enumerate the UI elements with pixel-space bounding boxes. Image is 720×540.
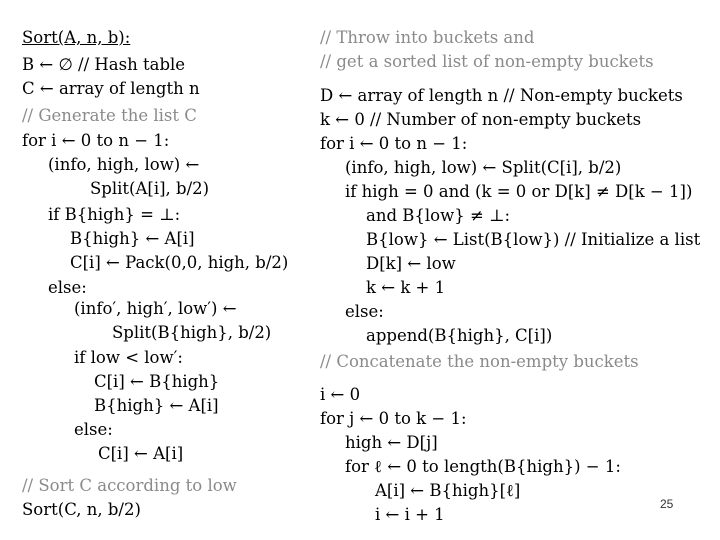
split-call: Split(A[i], b/2): [90, 179, 210, 198]
sort-signature: Sort(A, n, b):: [22, 28, 131, 47]
split-assign: (info, high, low) ←: [48, 155, 200, 174]
bucket-assign: B{high} ← A[i]: [70, 229, 195, 248]
append-call: append(B{high}, C[i]): [366, 326, 553, 345]
c-assign-a: C[i] ← A[i]: [98, 444, 184, 463]
if-high-zero: if high = 0 and (k = 0 or D[k] ≠ D[k − 1]): [345, 182, 693, 201]
i-init: i ← 0: [320, 385, 361, 404]
a-assign: A[i] ← B{high}[ℓ]: [375, 481, 521, 500]
slide-number: 25: [660, 497, 674, 511]
comment-throw-buckets: // Throw into buckets and: [320, 28, 535, 47]
high-assign: high ← D[j]: [345, 433, 438, 452]
for-loop-header: for i ← 0 to n − 1:: [22, 131, 170, 150]
i-increment: i ← i + 1: [375, 505, 445, 524]
else-1: else:: [48, 278, 87, 297]
comment-concatenate: // Concatenate the non-empty buckets: [320, 352, 639, 371]
comment-sort-c: // Sort C according to low: [22, 476, 237, 495]
bucket-assign-a: B{high} ← A[i]: [94, 396, 219, 415]
for-ell-loop: for ℓ ← 0 to length(B{high}) − 1:: [345, 457, 621, 476]
split-prime-call: Split(B{high}, b/2): [112, 323, 272, 342]
c-assign-bucket: C[i] ← B{high}: [94, 372, 220, 391]
comment-generate-list: // Generate the list C: [22, 106, 197, 125]
else-2: else:: [74, 420, 113, 439]
sort-recursive-call: Sort(C, n, b/2): [22, 500, 141, 519]
k-init: k ← 0 // Number of non-empty buckets: [320, 110, 642, 129]
array-d-init: D ← array of length n // Non-empty buckets: [320, 86, 683, 105]
pack-assign: C[i] ← Pack(0,0, high, b/2): [70, 253, 289, 272]
hash-table-init: B ← ∅ // Hash table: [22, 55, 186, 74]
for-loop-header-2: for i ← 0 to n − 1:: [320, 134, 468, 153]
split-prime-assign: (info′, high′, low′) ←: [74, 299, 237, 318]
k-increment: k ← k + 1: [366, 278, 446, 297]
else-3: else:: [345, 302, 384, 321]
list-init: B{low} ← List(B{low}) // Initialize a list: [366, 230, 701, 249]
if-low-compare: if low < low′:: [74, 348, 183, 367]
for-j-loop: for j ← 0 to k − 1:: [320, 409, 467, 428]
d-assign: D[k] ← low: [366, 254, 456, 273]
array-c-init: C ← array of length n: [22, 79, 200, 98]
and-bucket-nonempty: and B{low} ≠ ⊥:: [366, 206, 511, 225]
split-c-assign: (info, high, low) ← Split(C[i], b/2): [345, 158, 622, 177]
comment-sorted-list: // get a sorted list of non-empty buckets: [320, 52, 654, 71]
if-bucket-empty: if B{high} = ⊥:: [48, 205, 181, 224]
